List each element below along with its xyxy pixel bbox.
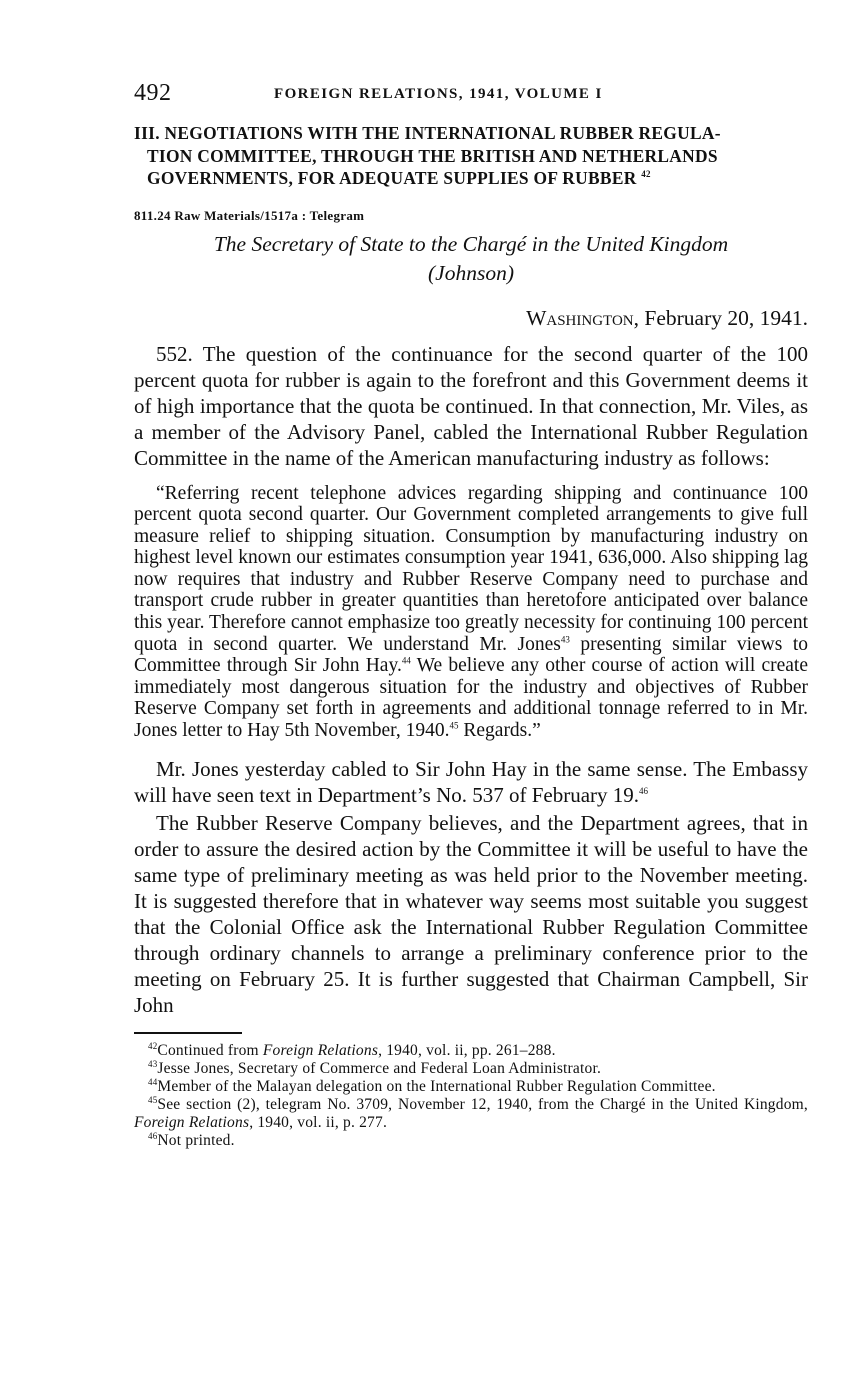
section-heading-line <box>134 167 808 190</box>
footnote-reference: 43 <box>560 634 570 645</box>
body-paragraph: The Rubber Reserve Company believes, and the Department agrees, that in order to assure the desired action by the Committee it will be useful to have the same type of preliminary meeting as was held prior to the November meeting. It is suggested therefore that in whatever way seems most suitable you suggest that the Colonial Office ask the International Rubber Regulation Committee through ordinary channels to arrange a preliminary conference prior to the meeting on February 25. It is further suggested that Chairman Campbell, Sir John <box>134 810 808 1017</box>
footnote-reference: 42 <box>641 169 651 180</box>
dateline-date: February 20, 1941. <box>639 305 808 330</box>
document-page <box>134 78 808 1150</box>
section-heading-line-text: GOVERNMENTS, FOR ADEQUATE SUPPLIES OF RUBBER <box>147 168 637 188</box>
footnote-mark: 44 <box>148 1076 158 1087</box>
section-heading <box>134 122 808 190</box>
running-head <box>134 78 808 114</box>
body-paragraph: 552. The question of the continuance for the second quarter of the 100 percent quota for rubber is again to the forefront and this Government deems it of high importance that the quota be continued. In that connection, Mr. Viles, as a member of the Advisory Panel, cabled the International Rubber Regulation Committee in the name of the American manufacturing industry as follows: <box>134 341 808 470</box>
running-title: FOREIGN RELATIONS, 1941, VOLUME I <box>274 86 603 102</box>
footnote-divider <box>134 1032 242 1034</box>
document-title-line: (Johnson) <box>428 260 514 285</box>
footnote-mark: 45 <box>148 1094 158 1105</box>
quote-text: “Referring recent telephone advices regarding shipping and continuance 100 percent quota second quarter. Our Government completed arrangements to give full measure relief to shipping situation. Consumption by manufacturing industry on highest level known our estimates consumption year 1941, 636,000. Also shipping lag now requires that industry and Rubber Reserve Company need to purchase and transport crude rubber in greater quantities than heretofore anticipated over balance this year. Therefore cannot emphasize too greatly necessity for continuing 100 percent quota in second quarter. We understand Mr. Jones <box>134 482 808 655</box>
quote-text: Regards.” <box>458 720 541 742</box>
section-heading-line: III. NEGOTIATIONS WITH THE INTERNATIONAL RUBBER REGULA- <box>134 123 721 143</box>
footnote-italic: Foreign Relations <box>262 1041 379 1059</box>
footnote <box>134 1096 808 1132</box>
quote-text: presenting similar views to Committee through Sir John Hay. <box>134 633 808 677</box>
footnote-text: Continued from <box>157 1041 263 1059</box>
footnote <box>134 1060 808 1078</box>
footnote-italic: Foreign Relations <box>134 1113 250 1131</box>
footnote-text: , 1940, vol. ii, p. 277. <box>249 1113 388 1131</box>
paragraph-text: Mr. Jones yesterday cabled to Sir John Hay in the same sense. The Embassy will have seen text in Department’s No. 537 of February 19. <box>134 756 808 807</box>
footnote-text: , 1940, vol. ii, pp. 261–288. <box>378 1041 556 1059</box>
footnote-reference: 45 <box>449 720 459 731</box>
footnotes <box>134 1042 808 1150</box>
footnote-text: Member of the Malayan delegation on the International Rubber Regulation Committee. <box>157 1077 716 1095</box>
quote-text: We believe any other course of action will create immediately most dangerous situation for the industry and objectives of Rubber Reserve Company set forth in agreements and additional tonnage referred to in Mr. Jones letter to Hay 5th November, 1940. <box>134 655 808 742</box>
footnote <box>134 1042 808 1060</box>
document-title-line: The Secretary of State to the Chargé in the United Kingdom <box>213 231 729 256</box>
footnote-mark: 43 <box>148 1058 158 1069</box>
body-paragraph <box>134 756 808 808</box>
footnote <box>134 1078 808 1096</box>
page-number: 492 <box>134 80 172 106</box>
footnote-mark: 42 <box>148 1040 158 1051</box>
document-title <box>134 230 808 288</box>
section-heading-line: TION COMMITTEE, THROUGH THE BRITISH AND NETHERLANDS <box>147 145 718 166</box>
quoted-telegram <box>134 483 808 742</box>
footnote-text: Jesse Jones, Secretary of Commerce and Federal Loan Administrator. <box>157 1059 602 1077</box>
dateline-place: Washington, <box>526 305 639 330</box>
footnote-text: Not printed. <box>157 1131 235 1149</box>
footnote-mark: 46 <box>148 1130 158 1141</box>
footnote <box>134 1132 808 1150</box>
footnote-reference: 44 <box>401 655 411 666</box>
file-reference: 811.24 Raw Materials/1517a : Telegram <box>134 207 365 223</box>
dateline <box>134 306 808 331</box>
footnote-text: See section (2), telegram No. 3709, November 12, 1940, from the Chargé in the United Kingdom, <box>157 1095 808 1113</box>
footnote-reference: 46 <box>639 785 649 796</box>
